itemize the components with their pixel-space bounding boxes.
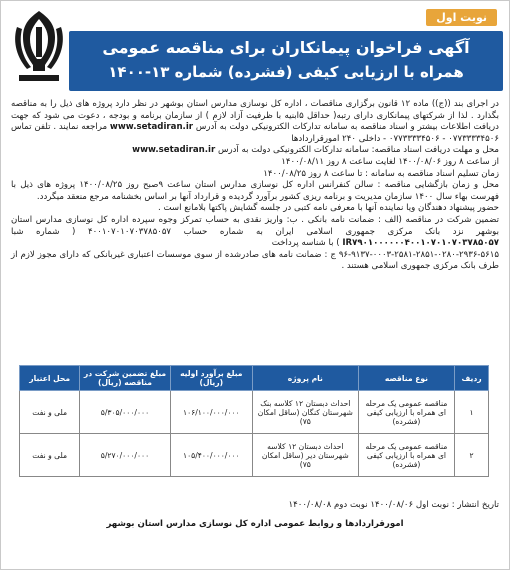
paragraph-attendance: حضور پیشنهاد دهندگان ویا نماینده آنها با معرفی نامه کتبی در جلسه گشایش پاکتها بلامانع است .	[158, 203, 499, 214]
shaba-number: IR۷۹۰۱۰۰۰۰۰۰۴۰۰۱۰۷۰۱۰۷۰۳۷۸۵۰۵۷	[342, 238, 499, 249]
cell-guarantee: ۵/۲۷۰/۰۰۰/۰۰۰	[80, 434, 170, 477]
col-estimate: مبلغ برآورد اولیه (ریال)	[170, 366, 252, 391]
notice-title	[69, 31, 503, 91]
notice-body	[11, 99, 499, 273]
col-guarantee: مبلغ تضمین شرکت در مناقصه (ریال)	[80, 366, 170, 391]
cell-row: ۱	[455, 391, 489, 434]
paragraph-guarantee-2: ۹۶-۹۱۳۷-۰۰۰۳-۲۵۸۱-۲۸۵۱-۰۲۸۰-۲۹۳۶-۵۶۱۵ ج : ضمانت نامه های صادرشده از سوی موسسات اعتباری غیربانکی که دارای مجوز لازم از طرف بانک مرکزی جمهوری اسلامی هستند .	[11, 249, 499, 272]
paragraph-opening: محل و زمان بازگشایی مناقصه : سالن کنفرانس اداره کل نوسازی مدارس استان ساعت ۹صبح روز ۱۴۰۰/۰۸/۲۵ پروژه های ذیل با فهرست بهاء سال ۱۴۰۰ سازمان مدیریت و برنامه ریزی کشور برآورد گردیده و قرارداد آنها بر اساس بخشنامه مرجع منعقد میگردد.	[11, 180, 499, 202]
paragraph-deadline: زمان تسلیم اسناد مناقصه به سامانه : تا ساعت ۸ روز ۱۴۰۰/۰۸/۲۵	[263, 168, 499, 179]
title-line-1: آگهی فراخوان پیمانکاران برای مناقصه عمومی	[102, 38, 470, 57]
tender-table	[19, 365, 489, 477]
col-row: ردیف	[455, 366, 489, 391]
setadiran-link-2[interactable]: www.setadiran.ir	[132, 145, 216, 156]
cell-type: مناقصه عمومی یک مرحله ای همراه با ارزیابی کیفی (فشرده)	[358, 391, 455, 434]
cell-estimate: ۱۰۵/۴۰۰/۰۰۰/۰۰۰	[170, 434, 252, 477]
cell-row: ۲	[455, 434, 489, 477]
col-type: نوع مناقصه	[358, 366, 455, 391]
cell-project: احداث دبستان ۱۲ کلاسه شهرستان دیر (ساقل امکان ۷۵)	[253, 434, 359, 477]
cell-credit: ملی و نفت	[20, 434, 80, 477]
col-project: نام پروژه	[253, 366, 359, 391]
cell-estimate: ۱۰۶/۱۰۰/۰۰۰/۰۰۰	[170, 391, 252, 434]
paragraph-period: از ساعت ۸ روز ۱۴۰۰/۰۸/۰۶ لغایت ساعت ۸ روز ۱۴۰۰/۰۸/۱۱	[281, 156, 499, 167]
paragraph-intro: در اجرای بند ((ج)) ماده ۱۲ قانون برگزاری مناقصات ، اداره کل نوسازی مدارس استان بوشهر در نظر دارد پروژه های ذیل را به مناقصه بگذارد . لذا از شرکتهای پیمانکاری دارای رتبه( حداقل ۵ابنیه با ظرفیت آزاد لازم ) از سازمان برنامه و بودجه ، دعوت می شود که جهت دریافت اطلاعات بیشتر و اسناد مناقصه به سامانه تدارکات الکترونیکی دولت به آدرس www.setadiran.ir مراجعه نمایند . تلفن تماس ۰۷۷۳۳۳۳۴۵۰۶ - ۰۷۷۳۳۳۳۴۵۰۶ - داخلی ۲۴۰ امورقراردادها	[11, 99, 500, 144]
paragraph-guarantee: تضمین شرکت در مناقصه (الف : ضمانت نامه بانکی . ب: واریز نقدی به حساب تمرکز وجوه سپرده اداره کل نوسازی مدارس استان بوشهر نزد بانک مرکزی جمهوری اسلامی ایران به شماره حساب ۴۰۰۱۰۷۰۱۰۷۰۳۷۸۵۰۵۷ ( شماره شبا IR۷۹۰۱۰۰۰۰۰۰۴۰۰۱۰۷۰۱۰۷۰۳۷۸۵۰۵۷ ) با شناسه پرداخت	[11, 214, 499, 249]
col-credit: محل اعتبار	[20, 366, 80, 391]
round-badge: نوبت اول	[426, 9, 497, 26]
cell-credit: ملی و نفت	[20, 391, 80, 434]
table-header-row	[20, 366, 489, 391]
title-line-2: همراه با ارزیابی کیفی (فشرده) شماره ۱۳-۱۴۰۰	[108, 63, 464, 81]
notice-header	[9, 7, 503, 95]
cell-type: مناقصه عمومی یک مرحله ای همراه با ارزیابی کیفی (فشرده)	[358, 434, 455, 477]
table-row	[20, 391, 489, 434]
issuer-signature: امورقراردادها و روابط عمومی اداره کل نوسازی مدارس استان بوشهر	[106, 519, 404, 529]
paragraph-documents: محل و مهلت دریافت اسناد مناقصه: سامانه تدارکات الکترونیکی دولت به آدرس www.setadiran.ir	[132, 145, 499, 156]
table-row	[20, 434, 489, 477]
iran-emblem-icon	[9, 7, 69, 91]
setadiran-link[interactable]: www.setadiran.ir	[109, 122, 194, 133]
cell-project: احداث دبستان ۱۲ کلاسه بنک شهرستان کنگان (ساقل امکان ۷۵)	[253, 391, 359, 434]
cell-guarantee: ۵/۳۰۵/۰۰۰/۰۰۰	[80, 391, 170, 434]
publish-dates: تاریخ انتشار : نوبت اول ۱۴۰۰/۰۸/۰۶ نوبت دوم ۱۴۰۰/۰۸/۰۸	[288, 500, 499, 510]
